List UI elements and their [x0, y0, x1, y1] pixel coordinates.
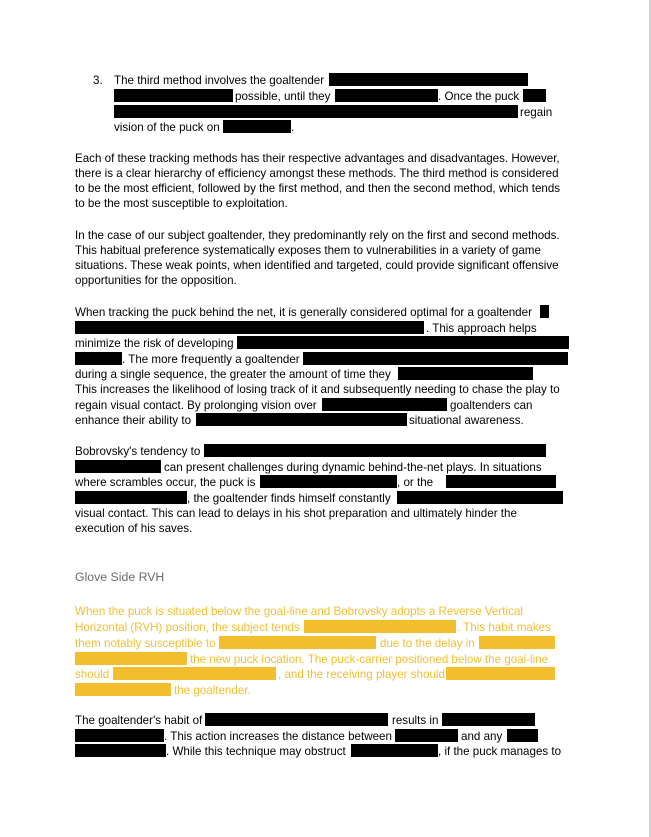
highlighted-line: , and the receiving player should	[278, 668, 445, 681]
redaction-bar	[260, 475, 397, 488]
highlight-redaction-bar	[113, 667, 276, 680]
redaction-bar	[75, 460, 161, 473]
highlight-redaction-bar	[479, 636, 555, 649]
redaction-bar	[322, 398, 447, 411]
paragraph-line: can present challenges during dynamic behind-the-net plays. In situations	[164, 461, 542, 474]
highlight-redaction-bar	[304, 620, 456, 633]
highlighted-line: due to the delay in	[380, 637, 475, 650]
highlight-redaction-bar	[446, 667, 555, 680]
redaction-bar	[75, 729, 164, 742]
list-item-text: regain	[520, 106, 553, 119]
paragraph-line: . While this technique may obstruct	[166, 745, 346, 758]
redaction-bar	[75, 352, 122, 365]
list-item-text: .	[291, 121, 295, 134]
highlighted-line: them notably susceptible to	[75, 637, 216, 650]
paragraph-line: results in	[392, 714, 439, 727]
redaction-bar	[75, 491, 187, 504]
paragraph-line: minimize the risk of developing	[75, 337, 234, 350]
redaction-bar	[223, 120, 291, 133]
paragraph-line: , or the	[397, 476, 434, 489]
redaction-bar	[205, 713, 388, 726]
paragraph-line: The goaltender's habit of	[75, 714, 203, 727]
paragraph-line: situations. These weak points, when identified and targeted, could provide significant offensive	[75, 259, 559, 272]
paragraph-line: to be the most susceptible to exploitation.	[75, 197, 288, 210]
highlight-redaction-bar	[219, 636, 376, 649]
redaction-bar	[442, 713, 535, 726]
list-item-text: vision of the puck on	[114, 121, 220, 134]
paragraph-line: and any	[461, 730, 503, 743]
redaction-bar	[397, 491, 563, 504]
redaction-bar	[196, 413, 407, 426]
paragraph-line: where scrambles occur, the puck is	[75, 476, 256, 489]
paragraph-line: Bobrovsky's tendency to	[75, 445, 201, 458]
paragraph-line: , the goaltender finds himself constantly	[187, 492, 391, 505]
paragraph-line: goaltenders can	[450, 399, 533, 412]
list-item-text: . Once the puck	[438, 90, 520, 103]
highlighted-line: When the puck is situated below the goal-line and Bobrovsky adopts a Reverse Vertical	[75, 605, 523, 618]
paragraph-line: When tracking the puck behind the net, it is generally considered optimal for a goaltender	[75, 306, 532, 319]
redaction-bar	[335, 89, 438, 102]
redaction-bar	[303, 352, 568, 365]
paragraph-line: situational awareness.	[409, 414, 524, 427]
redaction-bar	[204, 444, 546, 457]
redaction-bar	[114, 89, 233, 102]
highlighted-line: should	[75, 668, 110, 681]
redaction-bar	[351, 744, 438, 757]
redaction-bar	[75, 321, 424, 334]
list-number: 3.	[93, 74, 103, 87]
redaction-bar	[329, 73, 528, 86]
paragraph-line: This increases the likelihood of losing track of it and subsequently needing to chase the play to	[75, 383, 560, 396]
highlighted-line: the goaltender.	[174, 684, 251, 697]
paragraph-line: to be the most efficient, followed by the first method, and then the second method, which tends	[75, 182, 561, 195]
paragraph-line: there is a clear hierarchy of efficiency amongst these methods. The third method is considered	[75, 167, 559, 180]
paragraph-line: In the case of our subject goaltender, they predominantly rely on the first and second methods.	[75, 229, 560, 242]
list-item-text: The third method involves the goaltender	[114, 74, 325, 87]
highlighted-line: the new puck location. The puck-carrier positioned below the goal-line	[190, 653, 549, 666]
paragraph-line: execution of his saves.	[75, 522, 193, 535]
list-item-text: possible, until they	[235, 90, 331, 103]
paragraph-line: , if the puck manages to	[438, 745, 562, 758]
paragraph-line: . This approach helps	[426, 322, 537, 335]
redaction-bar	[446, 475, 556, 488]
paragraph-line: enhance their ability to	[75, 414, 192, 427]
redaction-bar	[237, 336, 569, 349]
redaction-bar	[75, 744, 166, 757]
redaction-bar	[398, 367, 533, 380]
section-heading: Glove Side RVH	[75, 570, 165, 584]
paragraph-line: visual contact. This can lead to delays in his shot preparation and ultimately hinder the	[75, 507, 517, 520]
paragraph-line: regain visual contact. By prolonging vision over	[75, 399, 317, 412]
redaction-bar	[523, 89, 546, 102]
highlighted-line: . This habit makes	[457, 621, 551, 634]
redaction-bar	[507, 729, 538, 742]
highlight-redaction-bar	[75, 652, 187, 665]
paragraph-line: opportunities for the opposition.	[75, 274, 237, 287]
paragraph-line: Each of these tracking methods has their respective advantages and disadvantages. However,	[75, 152, 560, 165]
highlight-redaction-bar	[75, 683, 171, 696]
paragraph-line: This habitual preference systematically exposes them to vulnerabilities in a variety of game	[75, 244, 541, 257]
redaction-bar	[395, 729, 458, 742]
paragraph-line: . This action increases the distance between	[164, 730, 392, 743]
paragraph-line: . The more frequently a goaltender	[122, 353, 300, 366]
redaction-bar	[540, 305, 549, 318]
redaction-bar	[114, 105, 518, 118]
paragraph-line: during a single sequence, the greater the amount of time they	[75, 368, 391, 381]
highlighted-line: Horizontal (RVH) position, the subject tends	[75, 621, 300, 634]
